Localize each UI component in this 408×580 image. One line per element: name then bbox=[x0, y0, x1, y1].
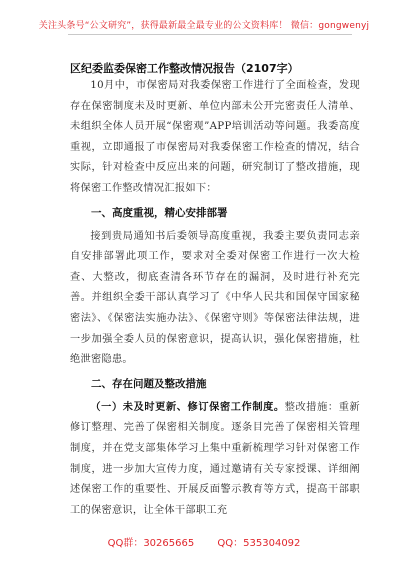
header-banner: 关注头条号“公文研究”，获得最新最全最专业的公文资料库！ 微信：gongwenyj bbox=[38, 21, 370, 31]
intro-paragraph: 10月中，市保密局对我委保密工作进行了全面检查，发现存在保密制度未及时更新、单位内部未公开完密责任人清单、未组织全体人员开展“保密观”APP培训活动等问题。我委高度重视，立即通报了市保密局对我委保密工作检查的情况，结合实际，针对检查中反应出来的问题，研究制订了整改措施，现将保密工作整改情况汇报如下： bbox=[70, 80, 360, 194]
section1-heading: 一、高度重视，精心安排部署 bbox=[91, 206, 228, 219]
document-body bbox=[70, 76, 360, 521]
subsection1-paragraph bbox=[70, 398, 360, 522]
header-divider bbox=[68, 34, 352, 35]
section1-paragraph: 接到贵局通知书后委领导高度重视，我委主要负责同志亲自安排部署此项工作，要求对全委对保密工作进行一次大检查、大整改，彻底查清各环节存在的漏洞，及时进行补充完善。并组织全委干部认真学习了《中华人民共和国保守国家秘密法》、《保密法实施办法》、《保密守则》等保密法律法规，进一步加强全委人员的保密意识，提高认识，强化保密措施，杜绝泄密隐患。 bbox=[70, 230, 360, 366]
document-title: 区纪委监委保密工作整改情况报告（2107字） bbox=[70, 62, 299, 75]
subsection1-heading: （一）未及时更新、修订保密工作制度。 bbox=[90, 401, 285, 413]
footer-qq-group: QQ群：30265665 bbox=[107, 538, 195, 549]
section2-heading: 二、存在问题及整改措施 bbox=[91, 377, 207, 390]
footer-qq-number: QQ：535304092 bbox=[217, 538, 301, 549]
footer-contact bbox=[0, 534, 408, 549]
subsection1-text: 整改措施：重新修订整理、完善了保密相关制度。逐条目完善了保密相关管理制度，并在党支部集体学习上集中重新梳理学习针对保密工作制度，进一步加大宣传力度，通过邀请有关专家授课、详细阐述保密工作的重要性、开展反面警示教育等方式，提高干部职工的保密意识，让全体干部职工充 bbox=[70, 401, 360, 516]
